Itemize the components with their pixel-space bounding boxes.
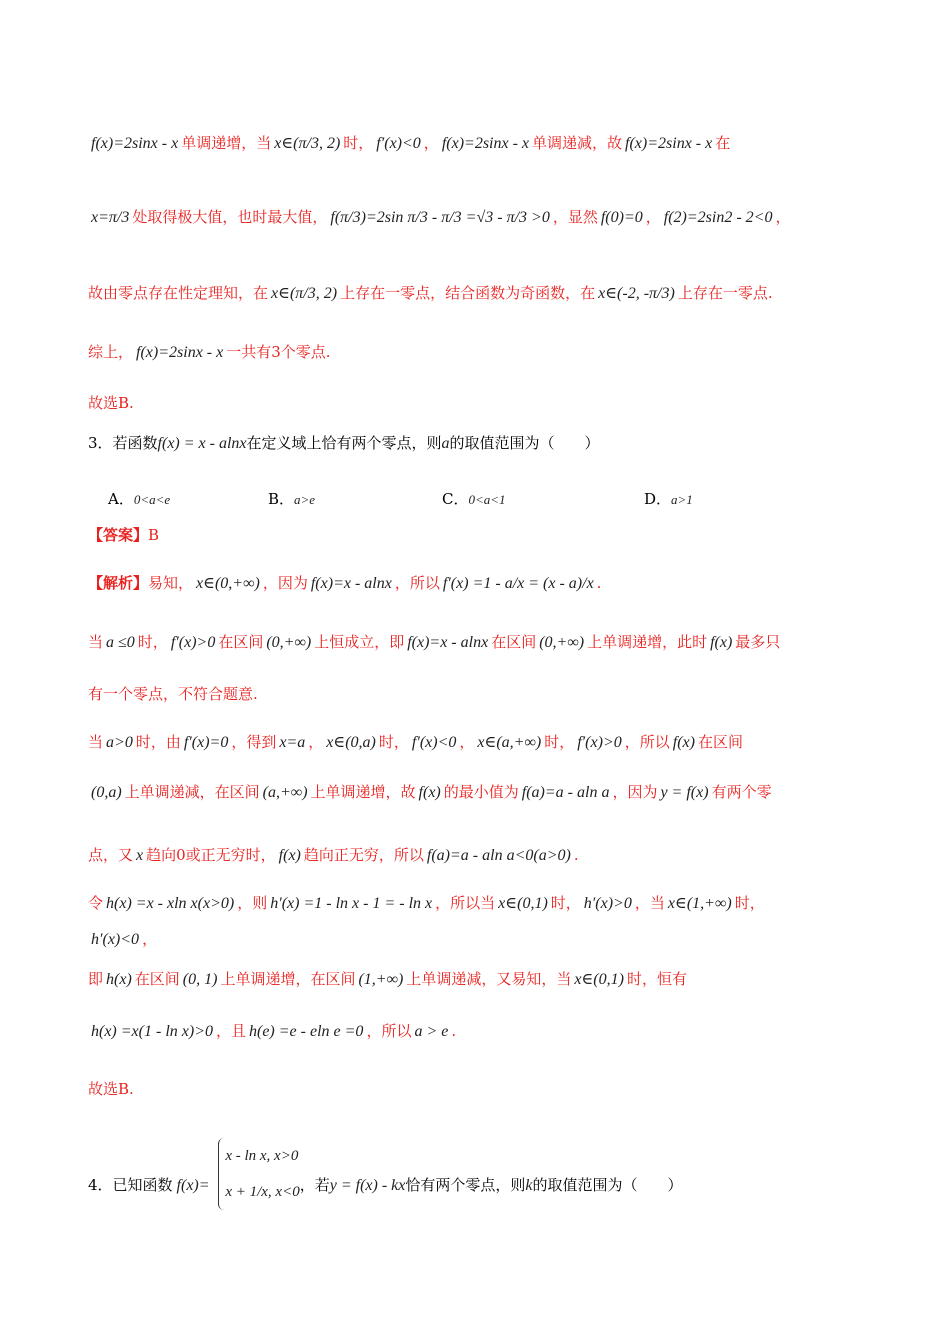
text-segment: 上存在一零点. (677, 284, 773, 302)
analysis-line (88, 928, 862, 951)
text-segment: ，因为 (612, 783, 658, 801)
text-segment: ， (142, 930, 158, 948)
math-expression: f(π/3)=2sin π/3 - π/3 =√3 - π/3 >0 (330, 209, 550, 226)
question-number: 4．已知函数 (88, 1176, 173, 1194)
math-expression: a>0 (106, 734, 133, 751)
question-text: 在定义域上恰有两个零点，则 (246, 434, 442, 452)
text-segment: 最多只 (735, 633, 781, 651)
function-lhs: f(x)= (176, 1177, 210, 1194)
text-segment: 上单调递减，又易知，当 (406, 970, 572, 988)
math-expression: f(x)=x - alnx (407, 634, 489, 651)
math-expression: f′(x)>0 (170, 634, 216, 651)
math-expression: x∈(0,a) (326, 734, 376, 751)
math-expression: x∈(0,1) (574, 971, 624, 988)
solution-line (88, 206, 862, 229)
question-text: 恰有两个零点，则 (405, 1176, 526, 1194)
text-segment: ，所以 (394, 574, 440, 592)
text-segment: 时， (378, 733, 409, 751)
text-segment: 在区间 (218, 633, 264, 651)
text-segment: 时， (137, 633, 168, 651)
math-expression: x∈(-2, -π/3) (598, 285, 675, 302)
text-segment: ， (423, 134, 439, 152)
text-segment: 点，又 (88, 846, 134, 864)
math-expression: a ≤0 (106, 634, 135, 651)
math-expression: f(a)=a - aln a (521, 784, 610, 801)
math-expression: f(x)=2sinx - x (625, 135, 713, 152)
text-segment: 在区间 (134, 970, 180, 988)
text-segment: 处取得极大值，也时最大值， (132, 208, 328, 226)
text-segment: 在 (715, 134, 731, 152)
math-expression: f(x) (278, 847, 301, 864)
math-expression: h(x) =x - xln x(x>0) (106, 895, 235, 912)
option-text: a>e (294, 492, 316, 507)
solution-line (88, 132, 862, 155)
text-segment: 上单调递增，此时 (587, 633, 708, 651)
math-expression: x=a (279, 734, 306, 751)
option-label: B． (268, 490, 295, 508)
piecewise-case-1: x - ln x, x>0 (225, 1148, 299, 1164)
variable: a (441, 435, 450, 452)
math-expression: f(x)=2sinx - x (91, 135, 179, 152)
text-segment: ，所以 (366, 1022, 412, 1040)
function-expression: f(x) = x - alnx (157, 435, 247, 452)
math-expression: x∈(0,1) (498, 895, 548, 912)
math-expression: f(x) (418, 784, 441, 801)
answer-value: B (148, 526, 160, 544)
analysis-line (88, 1020, 862, 1043)
option-label: C． (442, 490, 469, 508)
analysis-line (88, 731, 862, 754)
text-segment: . (596, 574, 602, 592)
text-segment: ，当 (634, 894, 665, 912)
math-expression: x∈(0,+∞) (196, 575, 260, 592)
question-number: 3．若函数 (88, 434, 158, 452)
math-expression: y = f(x) (660, 784, 709, 801)
math-expression: x∈(π/3, 2) (271, 285, 338, 302)
math-expression: h(x) =x(1 - ln x)>0 (91, 1023, 213, 1040)
text-segment: 易知， (148, 574, 194, 592)
math-expression: f(x) (710, 634, 733, 651)
option-text: a>1 (671, 492, 693, 507)
math-expression: x∈(π/3, 2) (274, 135, 341, 152)
math-expression: x (136, 847, 144, 864)
analysis-line (88, 968, 862, 991)
question-3 (88, 432, 862, 455)
option-b (268, 488, 315, 509)
math-expression: f(a)=a - aln a<0(a>0) (426, 847, 571, 864)
math-expression: f′(x)=0 (183, 734, 229, 751)
variable: k (525, 1177, 533, 1194)
math-expression: f(x)=2sinx - x (441, 135, 530, 152)
text-segment: . (573, 846, 579, 864)
text-segment: ， (775, 208, 791, 226)
text-segment: 单调递减，故 (532, 134, 623, 152)
option-d (644, 488, 693, 509)
question-text: 的取值范围为（ ） (532, 1176, 683, 1194)
text-segment: 趋向正无穷，所以 (303, 846, 424, 864)
text-segment: ，因为 (262, 574, 308, 592)
option-text: 0<a<e (133, 492, 171, 507)
math-expression: f(x) (672, 734, 695, 751)
math-expression: f(0)=0 (600, 209, 643, 226)
text-segment: 上存在一零点，结合函数为奇函数，在 (340, 284, 596, 302)
math-expression: (0, 1) (182, 971, 218, 988)
text-segment: 时， (550, 894, 581, 912)
analysis-tag: 【解析】 (88, 574, 149, 592)
option-label: D． (644, 490, 672, 508)
solution-line (88, 341, 862, 364)
text-segment: ，且 (215, 1022, 246, 1040)
text-segment: 综上， (88, 343, 134, 361)
analysis-line (88, 844, 862, 867)
text-segment: 时，恒有 (626, 970, 687, 988)
math-expression: x∈(1,+∞) (667, 895, 732, 912)
math-expression: h′(x)>0 (583, 895, 632, 912)
analysis-line (88, 683, 862, 705)
math-expression: f(x)=x - alnx (310, 575, 392, 592)
text-segment: 当 (88, 733, 104, 751)
text-segment: 故由零点存在性定理知，在 (88, 284, 269, 302)
option-label: A． (108, 490, 134, 508)
text-segment: ，所以当 (435, 894, 496, 912)
math-expression: (1,+∞) (358, 971, 404, 988)
text-segment: 有一个零点，不符合题意. (88, 685, 258, 703)
analysis-line (88, 631, 862, 654)
text-segment: 的最小值为 (443, 783, 519, 801)
text-segment: ， (645, 208, 661, 226)
math-expression: x=π/3 (91, 209, 130, 226)
analysis-conclusion: 故选B. (88, 1080, 134, 1098)
text-segment: 上单调递减，在区间 (124, 783, 260, 801)
solution-line (88, 282, 862, 305)
math-expression: f(2)=2sin2 - 2<0 (663, 209, 773, 226)
text-segment: ，得到 (231, 733, 277, 751)
math-expression: a > e (414, 1023, 449, 1040)
math-expression: f′(x)<0 (376, 135, 421, 152)
analysis-text (148, 574, 601, 592)
text-segment: 上单调递增，故 (310, 783, 416, 801)
math-expression: h(x) (106, 971, 132, 988)
question-4 (88, 1150, 862, 1222)
answer-line (88, 524, 862, 546)
question-text: 的取值范围为（ ） (449, 434, 600, 452)
math-expression: h(e) =e - eln e =0 (249, 1023, 364, 1040)
text-segment: 上恒成立，即 (314, 633, 405, 651)
math-expression: x∈(a,+∞) (477, 734, 542, 751)
text-segment: 一共有3个零点. (226, 343, 331, 361)
math-expression: f′(x) =1 - a/x = (x - a)/x (442, 575, 594, 592)
text-segment: 在区间 (491, 633, 537, 651)
text-segment: 上单调递增，在区间 (220, 970, 356, 988)
math-expression: (0,+∞) (266, 634, 312, 651)
piecewise-case-2: x + 1/x, x<0 (225, 1184, 300, 1200)
text-segment: 即 (88, 970, 104, 988)
text-segment: ， (459, 733, 475, 751)
text-segment: 单调递增，当 (181, 134, 272, 152)
text-segment: ，显然 (552, 208, 598, 226)
piecewise-cases (218, 1138, 299, 1210)
option-a (108, 488, 170, 509)
math-expression: f′(x)<0 (411, 734, 457, 751)
solution-conclusion: 故选B. (88, 394, 134, 412)
math-expression: (a,+∞) (262, 784, 308, 801)
text-segment: 趋向0或正无穷时， (146, 846, 276, 864)
analysis-line (88, 892, 862, 915)
math-expression: f(x)=2sinx - x (136, 344, 224, 361)
text-segment: 时， (544, 733, 575, 751)
analysis-line (88, 781, 862, 804)
option-text: 0<a<1 (468, 492, 506, 507)
option-c (442, 488, 506, 509)
text-segment: ，则 (237, 894, 268, 912)
text-segment: 有两个零 (711, 783, 772, 801)
math-expression: h′(x) =1 - ln x - 1 = - ln x (270, 895, 433, 912)
text-segment: ，所以 (624, 733, 670, 751)
analysis-line (88, 572, 862, 595)
text-segment: 时， (343, 134, 374, 152)
text-segment: 令 (88, 894, 104, 912)
text-segment: . (451, 1022, 457, 1040)
question-text: ，若 (299, 1176, 330, 1194)
text-segment: 当 (88, 633, 104, 651)
answer-tag: 【答案】 (88, 526, 149, 544)
math-expression: (0,a) (91, 784, 122, 801)
function-expression: y = f(x) - kx (329, 1177, 406, 1194)
text-segment: 时， (734, 894, 765, 912)
text-segment: 时，由 (135, 733, 181, 751)
text-segment: 在区间 (697, 733, 743, 751)
math-expression: (0,+∞) (539, 634, 585, 651)
math-expression: f′(x)>0 (577, 734, 622, 751)
text-segment: ， (308, 733, 324, 751)
math-expression: h′(x)<0 (91, 931, 140, 948)
